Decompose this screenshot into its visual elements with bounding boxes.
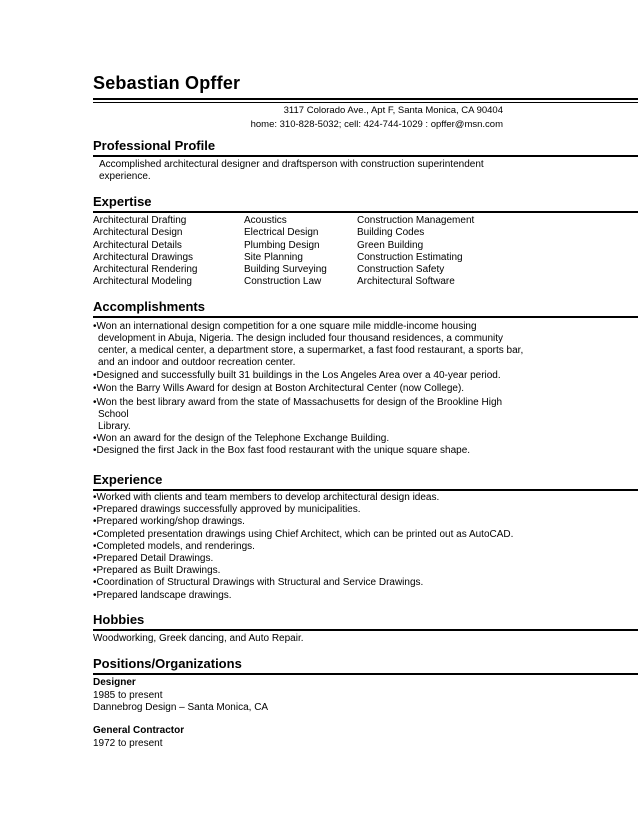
experience-item: •Completed models, and renderings. (93, 540, 255, 552)
section-divider (93, 316, 638, 318)
position-organization: Dannebrog Design – Santa Monica, CA (93, 702, 269, 713)
position-dates: 1972 to present (93, 737, 163, 749)
expertise-item: Site Planning (244, 251, 303, 263)
candidate-name: Sebastian Opffer (93, 73, 241, 93)
section-title-experience: Experience (93, 472, 163, 487)
position-role: General Contractor (93, 725, 185, 736)
section-title-positions: Positions/Organizations (93, 656, 242, 671)
accomplishments-list (93, 321, 523, 457)
expertise-column-2 (244, 215, 327, 289)
accomplishment-line: center, a medical center, a department store, a supermarket, a fast food restaurant, a sports bar, (98, 345, 524, 357)
expertise-item: Building Codes (357, 227, 425, 239)
section-divider (93, 629, 638, 631)
accomplishment-line: and an indoor and outdoor recreation center. (98, 357, 296, 369)
section-divider (93, 489, 638, 491)
accomplishment-item: •Designed and successfully built 31 buildings in the Los Angeles Area over a 40-year period. (93, 370, 501, 382)
expertise-item: Construction Estimating (357, 251, 463, 263)
expertise-item: Architectural Drawings (93, 251, 194, 263)
position-entry (93, 725, 184, 750)
experience-item: •Worked with clients and team members to develop architectural design ideas. (93, 492, 440, 503)
expertise-item: Construction Law (244, 276, 322, 288)
expertise-item: Architectural Software (357, 276, 455, 288)
contact-line: home: 310-828-5032; cell: 424-744-1029 : opffer@msn.com (250, 119, 503, 130)
hobbies-text: Woodworking, Greek dancing, and Auto Repair. (93, 633, 304, 644)
expertise-item: Architectural Drafting (93, 215, 187, 226)
section-title-expertise: Expertise (93, 194, 152, 209)
expertise-item: Electrical Design (244, 227, 319, 239)
accomplishment-line: Library. (98, 420, 131, 432)
experience-item: •Completed presentation drawings using Chief Architect, which can be printed out as AutoCAD. (93, 528, 514, 540)
section-title-profile: Professional Profile (93, 138, 216, 153)
experience-item: •Prepared working/shop drawings. (93, 516, 245, 528)
header-divider (93, 98, 638, 103)
expertise-column-1 (93, 215, 198, 289)
experience-item: •Prepared as Built Drawings. (93, 565, 221, 577)
experience-item: •Coordination of Structural Drawings with Structural and Service Drawings. (93, 577, 424, 589)
expertise-item: Construction Management (357, 215, 475, 226)
section-title-accomplishments: Accomplishments (93, 299, 205, 314)
expertise-item: Architectural Modeling (93, 276, 192, 288)
expertise-item: Green Building (357, 239, 424, 251)
expertise-item: Construction Safety (357, 264, 445, 276)
experience-item: •Prepared Detail Drawings. (93, 552, 214, 564)
expertise-item: Architectural Rendering (93, 264, 198, 276)
profile-line: experience. (99, 171, 151, 182)
expertise-column-3 (357, 215, 474, 289)
section-divider (93, 155, 638, 157)
expertise-item: Building Surveying (244, 264, 327, 276)
accomplishment-item: •Won an international design competition for a one square mile middle-income housing (93, 321, 477, 332)
accomplishment-item: •Won the Barry Wills Award for design at Boston Architectural Center (now College). (93, 383, 465, 395)
section-divider (93, 673, 638, 675)
experience-list (93, 492, 513, 602)
expertise-item: Acoustics (244, 215, 287, 226)
accomplishment-item: •Won an award for the design of the Telephone Exchange Building. (93, 432, 390, 444)
experience-item: •Prepared landscape drawings. (93, 589, 232, 601)
expertise-item: Plumbing Design (244, 239, 320, 251)
section-divider (93, 211, 638, 213)
experience-item: •Prepared drawings successfully approved by municipalities. (93, 504, 361, 516)
section-title-hobbies: Hobbies (93, 612, 145, 627)
profile-line: Accomplished architectural designer and draftsperson with construction superintendent (99, 159, 484, 170)
position-entry (93, 677, 268, 715)
expertise-item: Architectural Details (93, 239, 182, 251)
accomplishment-line: School (98, 408, 129, 420)
position-dates: 1985 to present (93, 689, 163, 701)
accomplishment-item: •Designed the first Jack in the Box fast food restaurant with the unique square shape. (93, 444, 471, 456)
accomplishment-item: •Won the best library award from the state of Massachusetts for design of the Brookline High (93, 396, 503, 408)
expertise-item: Architectural Design (93, 227, 183, 239)
address-line: 3117 Colorado Ave., Apt F, Santa Monica, CA 90404 (283, 105, 503, 116)
position-role: Designer (93, 677, 136, 688)
profile-text (99, 159, 484, 183)
accomplishment-line: development in Abuja, Nigeria. The design included four thousand residences, a community (98, 333, 504, 345)
